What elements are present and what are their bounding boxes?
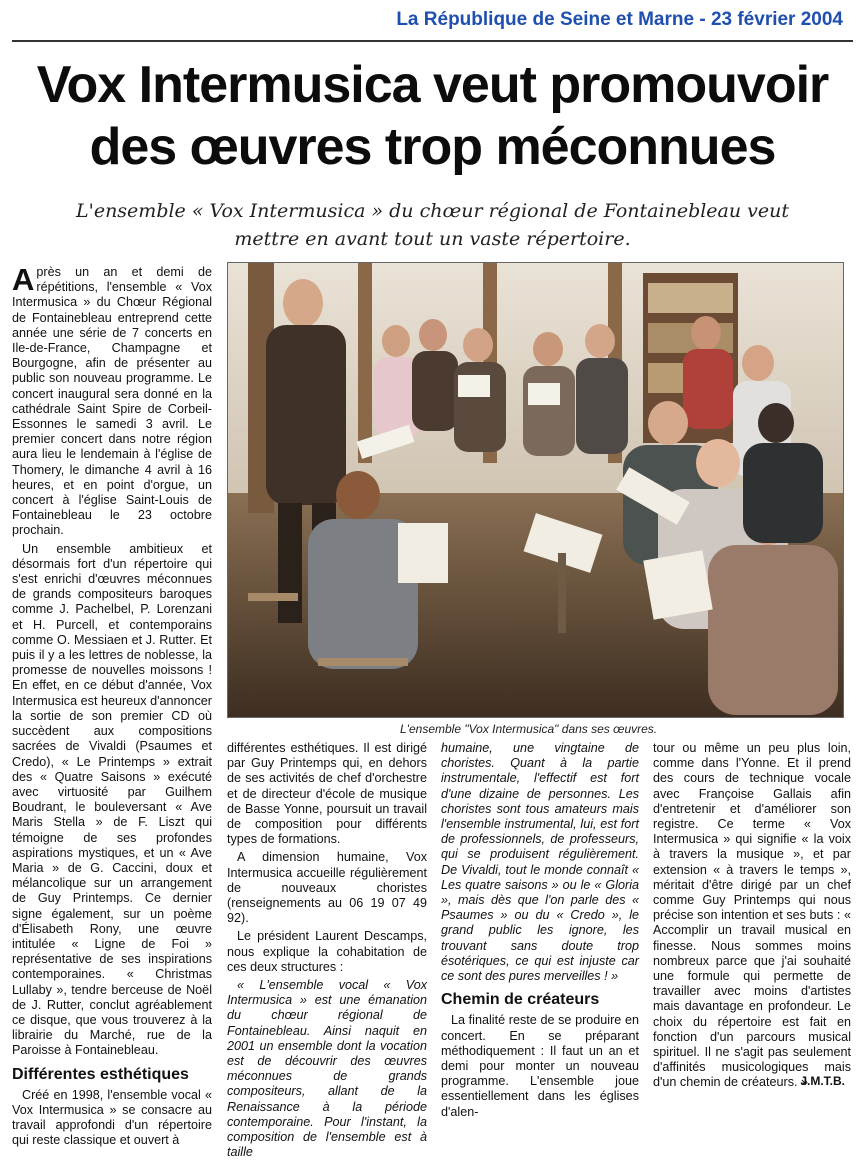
- paragraph: différentes esthétiques. Il est dirigé par Guy Printemps qui, en dehors de ses activités de chef d'orchestre et de directeur d'école de musique de Basse Yonne, poursuit un travail de composition pour différents types de formations.: [227, 741, 427, 847]
- paragraph: Le président Laurent Descamps, nous explique la cohabitation de ces deux structures :: [227, 929, 427, 974]
- header-rule: [12, 40, 853, 42]
- article-column-4: [653, 741, 851, 1094]
- paragraph: humaine, une vingtaine de choristes. Quant à la partie instrumentale, l'effectif est fort d'une dizaine de personnes. Les choristes sont tous amateurs mais l'ensemble instrumental, lui, est fort de professionnels, de professeurs, qui se produisent régulièrement. De Vivaldi, tout le monde connaît « Les quatre saisons » ou le « Gloria », mais dès que l'on parle des « Psaumes » ou du « Credo », le grand public les ignore, les trouvant sans doute trop ésotériques, ce qui est injuste car ce sont des pures merveilles ! »: [441, 741, 639, 984]
- section-heading: Différentes esthétiques: [12, 1065, 189, 1083]
- paragraph: Un ensemble ambitieux et désormais fort d'un répertoire qui s'est enrichi d'œuvres méconnues de grands compositeurs baroques comme J. Pachelbel, P. Lorenzani et H. Purcell, et contemporains comme O. Messiaen et J. Rutter. Et puis il y a les lettres de noblesse, la promesse de nouvelles moissons ! En effet, en ce début d'année, Vox Intermusica est heureux d'annoncer la sortie de son premier CD où succèdent aux compositions sacrées de Vivaldi (Psaumes et Credo), « Le Printemps » extrait des « Quatre Saisons » exécuté avec virtuosité par Guilhem Boudrant, le bouleversant « Ave Maris Stella » de F. Liszt qui témoigne de ses profondes aspirations mystiques, et un « Ave Maria » de G. Caccini, doux et mélancolique sur un arrangement de Guy Printemps. Ce dernier signe également, sur un poème d'Élisabeth Rony, une œuvre intitulée « Ligne de Foi » représentative de ses inspirations contemporaines. « Christmas Lullaby », tendre berceuse de Noël de J. Rutter, conclut agréablement ce disque, que vous trouverez à la librairie du Marché, rue de la Paroisse à Fontainebleau.: [12, 541, 212, 1058]
- article-column-3: [441, 741, 639, 1123]
- photo-caption: L'ensemble "Vox Intermusica" dans ses œuvres.: [400, 722, 658, 736]
- article-column-1: [12, 262, 212, 1152]
- subtitle-line-2: mettre en avant tout un vaste répertoire.: [234, 228, 631, 250]
- publication-line: La République de Seine et Marne - 23 février 2004: [396, 9, 843, 30]
- paragraph: Créé en 1998, l'ensemble vocal « Vox Intermusica » se consacre au travail approfondi d'un répertoire qui reste classique et ouvert à: [12, 1087, 212, 1148]
- paragraph: A dimension humaine, Vox Intermusica accueille régulièrement de nouveaux choristes (renseignements au 06 19 07 49 92).: [227, 850, 427, 926]
- headline-line-2: des œuvres trop méconnues: [89, 118, 776, 176]
- author-signature: J.M.T.B.: [800, 1074, 845, 1088]
- subtitle-line-1: L'ensemble « Vox Intermusica » du chœur régional de Fontainebleau veut: [75, 200, 790, 222]
- subtitle: [40, 197, 825, 253]
- section-heading: Chemin de créateurs: [441, 991, 600, 1009]
- paragraph: « L'ensemble vocal « Vox Intermusica » est une émanation du chœur régional de Fontainebleau. Ainsi naquit en 2001 un ensemble dont la vocation est de découvrir des œuvres méconnues de grands compositeurs, allant de la Renaissance à la période contemporaine. Pour l'instant, la composition de l'ensemble est à taille: [227, 978, 427, 1160]
- choir-photo-illustration: [228, 263, 843, 717]
- headline: [10, 54, 855, 178]
- paragraph: tour ou même un peu plus loin, comme dans l'Yonne. Et il prend des cours de technique vocale avec Françoise Gallais afin d'entretenir et d'améliorer son registre. Ce terme « Vox Intermusica » qui signifie « la voix à travers la musique », et par extension « à travers le temps », méritait d'être dirigé par un chef comme Guy Printemps qui nous précise son intention et ses buts : « Accomplir un travail musical en finesse. Nous sommes moins nombreux parce que j'ai souhaité une formule qui permette de travailler avec moins d'artistes mais davantage en profondeur. Le choix du répertoire est fait en fonction d'un parcours musical spirituel. Il ne s'agit pas seulement d'affinités musicologiques mais d'un chemin de créateurs. »: [653, 741, 851, 1090]
- paragraph: Après un an et demi de répétitions, l'ensemble « Vox Intermusica » du Chœur Régional de Fontainebleau entreprend cette année une série de 7 concerts en Ile-de-France, Champagne et Bourgogne, afin de présenter au public son nouveau programme. Le concert inaugural sera donné en la cathédrale Saint Spire de Corbeil-Essonnes le samedi 3 avril. Le premier concert dans notre région aura lieu le lendemain à l'église de Thomery, le dimanche 4 avril à 16 heures, et en point d'orgue, un concert à l'église Saint-Louis de Fontainebleau le 23 octobre prochain.: [12, 262, 212, 538]
- choir-photo: [227, 262, 844, 718]
- headline-line-1: Vox Intermusica veut promouvoir: [36, 56, 829, 114]
- paragraph: La finalité reste de se produire en concert. En se préparant méthodiquement : Il faut un an et demi pour monter un nouveau programme. L'ensemble joue essentiellement dans les églises d'alen-: [441, 1013, 639, 1119]
